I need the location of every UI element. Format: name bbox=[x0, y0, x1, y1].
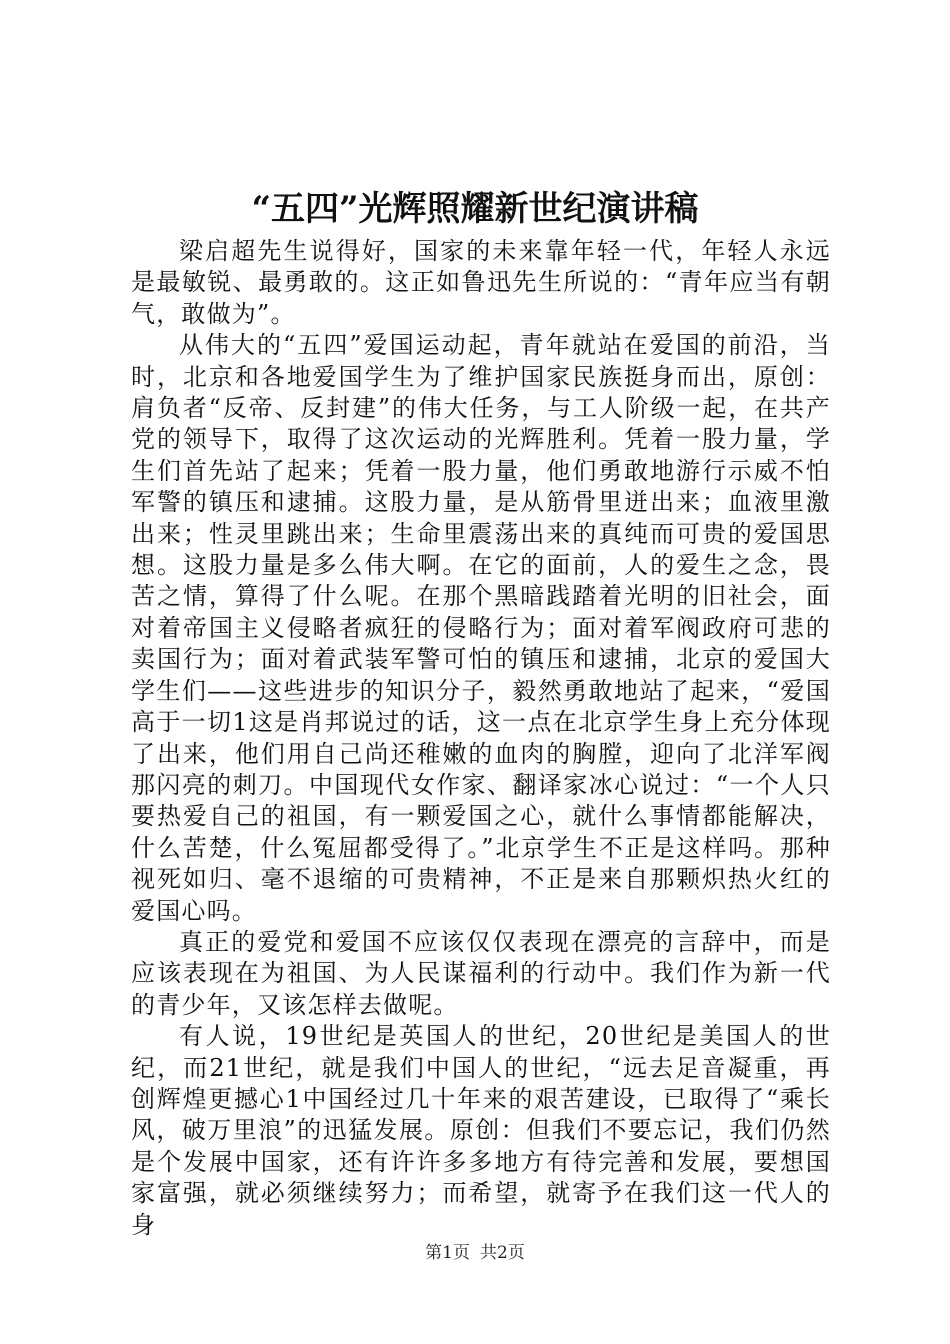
page-footer bbox=[0, 1240, 950, 1266]
document-body bbox=[131, 236, 831, 1241]
document-title: “五四”光辉照耀新世纪演讲稿 bbox=[251, 189, 699, 229]
paragraph-1: 梁启超先生说得好，国家的未来靠年轻一代，年轻人永远是最敏锐、最勇敢的。这正如鲁迅先生所说的：“青年应当有朝气，敢做为”。 bbox=[131, 237, 831, 328]
paragraph-2: 从伟大的“五四”爱国运动起，青年就站在爱国的前沿，当时，北京和各地爱国学生为了维护国家民族挺身而出，原创：肩负者“反帝、反封建”的伟大任务，与工人阶级一起，在共产党的领导下，取得了这次运动的光辉胜利。凭着一股力量，学生们首先站了起来；凭着一股力量，他们勇敢地游行示威不怕军警的镇压和逮捕。这股力量，是从筋骨里迸出来；血液里激出来；性灵里跳出来；生命里震荡出来的真纯而可贵的爱国思想。这股力量是多么伟大啊。在它的面前，人的爱生之念，畏苦之情，算得了什么呢。在那个黑暗践踏着光明的旧社会，面对着帝国主义侵略者疯狂的侵略行为；面对着军阀政府可悲的卖国行为；面对着武装军警可怕的镇压和逮捕，北京的爱国大学生们——这些进步的知识分子，毅然勇敢地站了起来，“爱国高于一切1这是肖邦说过的话，这一点在北京学生身上充分体现了出来，他们用自己尚还稚嫩的血肉的胸膛，迎向了北洋军阀那闪亮的刺刀。中国现代女作家、翻译家冰心说过：“一个人只要热爱自己的祖国，有一颗爱国之心，就什么事情都能解决，什么苦楚，什么冤屈都受得了。”北京学生不正是这样吗。那种视死如归、毫不退缩的可贵精神，不正是来自那颗炽热火红的爱国心吗。 bbox=[131, 331, 831, 925]
paragraph-3: 真正的爱党和爱国不应该仅仅表现在漂亮的言辞中，而是应该表现在为祖国、为人民谋福利的行动中。我们作为新一代的青少年，又该怎样去做呢。 bbox=[131, 927, 831, 1019]
paragraph-4: 有人说，19世纪是英国人的世纪，20世纪是美国人的世纪，而21世纪，就是我们中国人的世纪，“远去足音凝重，再创辉煌更撼心1中国经过几十年来的艰苦建设，已取得了“乘长风，破万里浪”的迅猛发展。原创：但我们不要忘记，我们仍然是个发展中国家，还有许许多多地方有待完善和发展，要想国家富强，就必须继续努力；而希望，就寄予在我们这一代人的身 bbox=[131, 1022, 831, 1239]
page-number-total: 共2页 bbox=[480, 1243, 525, 1263]
page-number-current: 第1页 bbox=[425, 1243, 470, 1263]
